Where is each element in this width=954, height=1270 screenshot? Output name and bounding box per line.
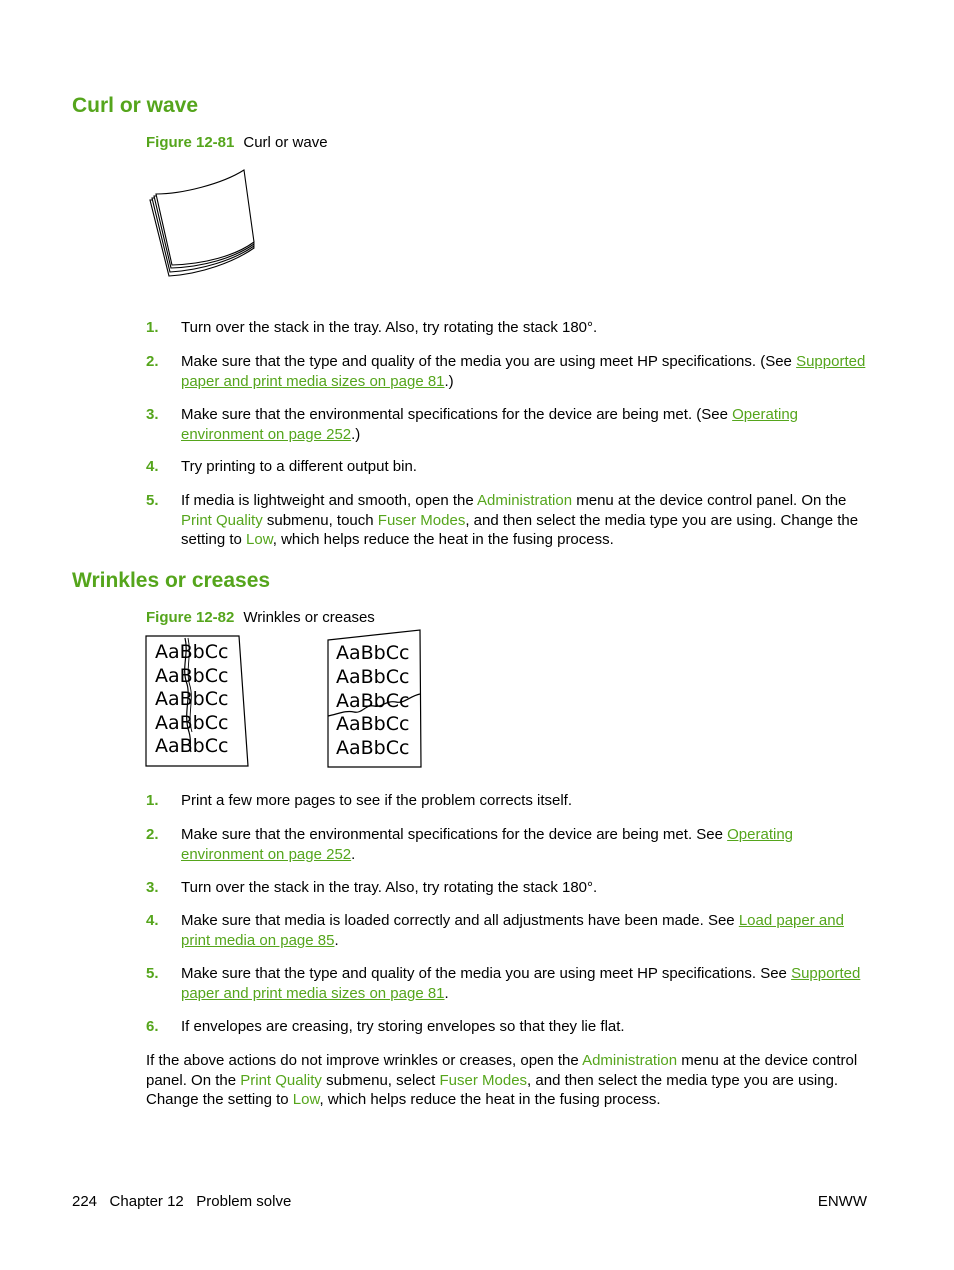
page-number: 224: [72, 1193, 98, 1210]
step-text: Turn over the stack in the tray. Also, try rotating the stack 180°.: [181, 879, 598, 896]
step-number: 1.: [146, 319, 159, 336]
wrinkle-step-3: [146, 878, 871, 898]
creased-page-illustration-right: [326, 628, 424, 769]
step-number: 5.: [146, 492, 159, 509]
sample-text-line: AaBbCc: [155, 712, 229, 734]
section-heading-curl: Curl or wave: [72, 94, 199, 117]
wrinkle-step-6: [146, 1017, 871, 1037]
menu-print-quality: Print Quality: [240, 1071, 322, 1089]
step-number: 4.: [146, 912, 159, 929]
step-number: 6.: [146, 1018, 159, 1035]
sample-text-line: AaBbCc: [336, 642, 410, 664]
step-text: Print a few more pages to see if the problem corrects itself.: [181, 792, 573, 809]
figure-title: Curl or wave: [243, 134, 328, 151]
footer-right-label: ENWW: [817, 1193, 867, 1210]
page-footer-left: [72, 1193, 291, 1210]
figure-caption-wrinkles: [146, 609, 375, 626]
step-text: Make sure that media is loaded correctly and all adjustments have been made. See Load paper and print media on page 85.: [181, 912, 844, 949]
link-operating-environment[interactable]: Operating environment on page 252: [181, 826, 794, 863]
step-text: Turn over the stack in the tray. Also, try rotating the stack 180°.: [181, 319, 598, 336]
section-heading-wrinkles: Wrinkles or creases: [72, 569, 271, 592]
step-number: 1.: [146, 792, 159, 809]
setting-low: Low: [246, 531, 273, 548]
wrinkled-page-illustration-left: [145, 634, 251, 768]
step-text: If media is lightweight and smooth, open the Administration menu at the device control panel. On the Print Quality submenu, touch Fuser Modes, and then select the media type you are using. Change the setting to Low, which helps reduce the heat in the fusing process.: [181, 492, 859, 548]
menu-fuser-modes: Fuser Modes: [439, 1071, 528, 1089]
step-number: 2.: [146, 353, 159, 370]
step-text: Make sure that the environmental specifications for the device are being met. See Operating environment on page 252.: [181, 826, 794, 863]
setting-low: Low: [292, 1091, 320, 1108]
footer-chapter: Chapter 12: [109, 1193, 184, 1210]
link-load-paper[interactable]: Load paper and print media on page 85: [181, 912, 844, 949]
closing-paragraph: If the above actions do not improve wrinkles or creases, open the Administration menu at the device control panel. On the Print Quality submenu, select Fuser Modes, and then select the media type you are using. Change the setting to Low, which helps reduce the heat in the fusing process.: [146, 1052, 858, 1108]
sample-text-line: AaBbCc: [155, 641, 229, 663]
step-text: If envelopes are creasing, try storing envelopes so that they lie flat.: [181, 1018, 625, 1035]
curl-step-3: [146, 405, 871, 444]
menu-fuser-modes: Fuser Modes: [377, 511, 466, 529]
wrinkle-step-4: [146, 911, 871, 950]
step-number: 2.: [146, 826, 159, 843]
sample-text-line: AaBbCc: [336, 666, 410, 688]
menu-print-quality: Print Quality: [181, 511, 263, 529]
figure-caption-curl: [146, 134, 328, 151]
link-supported-paper[interactable]: Supported paper and print media sizes on page 81: [181, 965, 861, 1002]
curl-paper-illustration: [146, 166, 262, 284]
footer-section: Problem solve: [196, 1193, 292, 1210]
step-text: Make sure that the environmental specifications for the device are being met. (See Operating environment on page 252.): [181, 406, 799, 443]
curl-step-1: [146, 318, 871, 338]
sample-text-line: AaBbCc: [155, 665, 229, 687]
menu-administration: Administration: [477, 492, 573, 509]
step-number: 4.: [146, 458, 159, 475]
link-operating-environment[interactable]: Operating environment on page 252: [181, 406, 799, 443]
step-number: 3.: [146, 879, 159, 896]
figure-number: Figure 12-82: [146, 609, 235, 626]
step-text: Try printing to a different output bin.: [181, 458, 417, 475]
sample-text-line: AaBbCc: [155, 688, 229, 710]
figure-number: Figure 12-81: [146, 134, 235, 151]
sample-text-line: AaBbCc: [336, 737, 410, 759]
step-number: 3.: [146, 406, 159, 423]
curl-step-4: [146, 457, 871, 477]
step-number: 5.: [146, 965, 159, 982]
wrinkle-step-1: [146, 791, 871, 811]
sample-text-line: AaBbCc: [336, 690, 410, 712]
wrinkle-step-2: [146, 825, 871, 864]
sample-text-line: AaBbCc: [155, 735, 229, 757]
sample-text-line: AaBbCc: [336, 713, 410, 735]
wrinkle-step-5: [146, 964, 871, 1003]
menu-administration: Administration: [582, 1052, 678, 1069]
step-text: Make sure that the type and quality of the media you are using meet HP specifications. See Supported paper and print media sizes on page 81.: [181, 965, 861, 1002]
link-supported-paper[interactable]: Supported paper and print media sizes on page 81: [181, 353, 866, 390]
figure-title: Wrinkles or creases: [243, 609, 375, 626]
step-text: Make sure that the type and quality of the media you are using meet HP specifications. (See Supported paper and print media sizes on page 81.): [181, 353, 866, 390]
curl-step-2: [146, 352, 871, 391]
curl-step-5: [146, 491, 871, 550]
